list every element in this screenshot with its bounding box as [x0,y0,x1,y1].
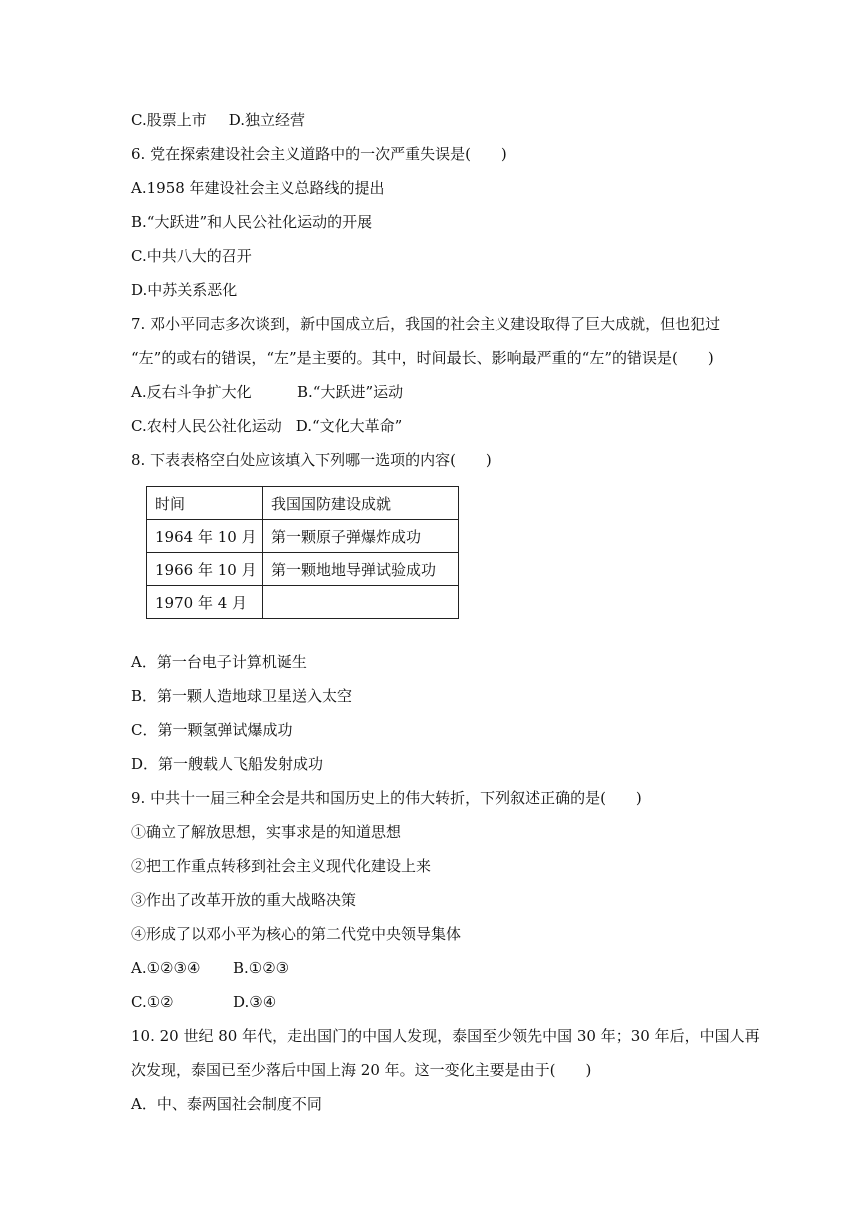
q6-option-b[interactable]: B.“大跃进”和人民公社化运动的开展 [131,213,373,231]
table-cell: 1970 年 4 月 [147,586,263,619]
q9-option-d[interactable]: D.③④ [233,993,277,1011]
q8-stem: 8. 下表表格空白处应该填入下列哪一选项的内容( ) [131,451,492,469]
table-cell-blank [263,586,459,619]
q7-option-b[interactable]: B.“大跃进”运动 [297,383,404,401]
q7-options-row2 [131,416,402,436]
q7-option-d[interactable]: D.“文化大革命” [295,417,403,435]
table-row [147,487,459,520]
q6-option-d[interactable]: D.中苏关系恶化 [131,281,238,299]
q9-option-a[interactable]: A.①②③④ [131,959,201,977]
q9-option-c[interactable]: C.①② [131,993,174,1011]
q8-table [146,486,459,619]
q9-options-row2 [131,992,276,1012]
table-row [147,586,459,619]
table-cell: 第一颗地地导弹试验成功 [263,553,459,586]
q8-option-c[interactable]: C．第一颗氢弹试爆成功 [131,721,293,739]
q6-option-c[interactable]: C.中共八大的召开 [131,247,252,265]
table-cell: 第一颗原子弹爆炸成功 [263,520,459,553]
q5-options [131,110,305,130]
q7-stem-line2: “左”的或右的错误，“左”是主要的。其中，时间最长、影响最严重的“左”的错误是( ) [131,349,714,367]
q5-option-d[interactable]: D.独立经营 [228,111,305,129]
table-cell: 1966 年 10 月 [147,553,263,586]
q9-statement-4: ④形成了以邓小平为核心的第二代党中央领导集体 [131,925,462,943]
q10-option-a[interactable]: A．中、泰两国社会制度不同 [131,1095,322,1113]
q10-stem-line2: 次发现，泰国已至少落后中国上海 20 年。这一变化主要是由于( ) [131,1061,592,1079]
q7-option-a[interactable]: A.反右斗争扩大化 [131,383,252,401]
q9-stem: 9. 中共十一届三种全会是共和国历史上的伟大转折，下列叙述正确的是( ) [131,789,642,807]
table-row [147,520,459,553]
q7-option-c[interactable]: C.农村人民公社化运动 [131,417,282,435]
q6-option-a[interactable]: A.1958 年建设社会主义总路线的提出 [131,179,385,197]
table-cell: 1964 年 10 月 [147,520,263,553]
q10-stem-line1: 10. 20 世纪 80 年代，走出国门的中国人发现，泰国至少领先中国 30 年；30 年后，中国人再 [131,1027,760,1045]
q8-option-d[interactable]: D．第一艘载人飞船发射成功 [131,755,324,773]
table-header-cell: 时间 [147,487,263,520]
table-row [147,553,459,586]
q7-options-row1 [131,382,403,402]
q9-options-row1 [131,958,289,978]
q8-option-a[interactable]: A．第一台电子计算机诞生 [131,653,307,671]
q5-option-c[interactable]: C.股票上市 [131,111,207,129]
q9-option-b[interactable]: B.①②③ [233,959,290,977]
q7-stem-line1: 7. 邓小平同志多次谈到，新中国成立后，我国的社会主义建设取得了巨大成就，但也犯过 [131,315,721,333]
q8-option-b[interactable]: B．第一颗人造地球卫星送入太空 [131,687,353,705]
table-header-cell: 我国国防建设成就 [263,487,459,520]
q6-stem: 6. 党在探索建设社会主义道路中的一次严重失误是( ) [131,145,507,163]
q9-statement-1: ①确立了解放思想，实事求是的知道思想 [131,823,402,841]
q9-statement-2: ②把工作重点转移到社会主义现代化建设上来 [131,857,432,875]
q9-statement-3: ③作出了改革开放的重大战略决策 [131,891,357,909]
